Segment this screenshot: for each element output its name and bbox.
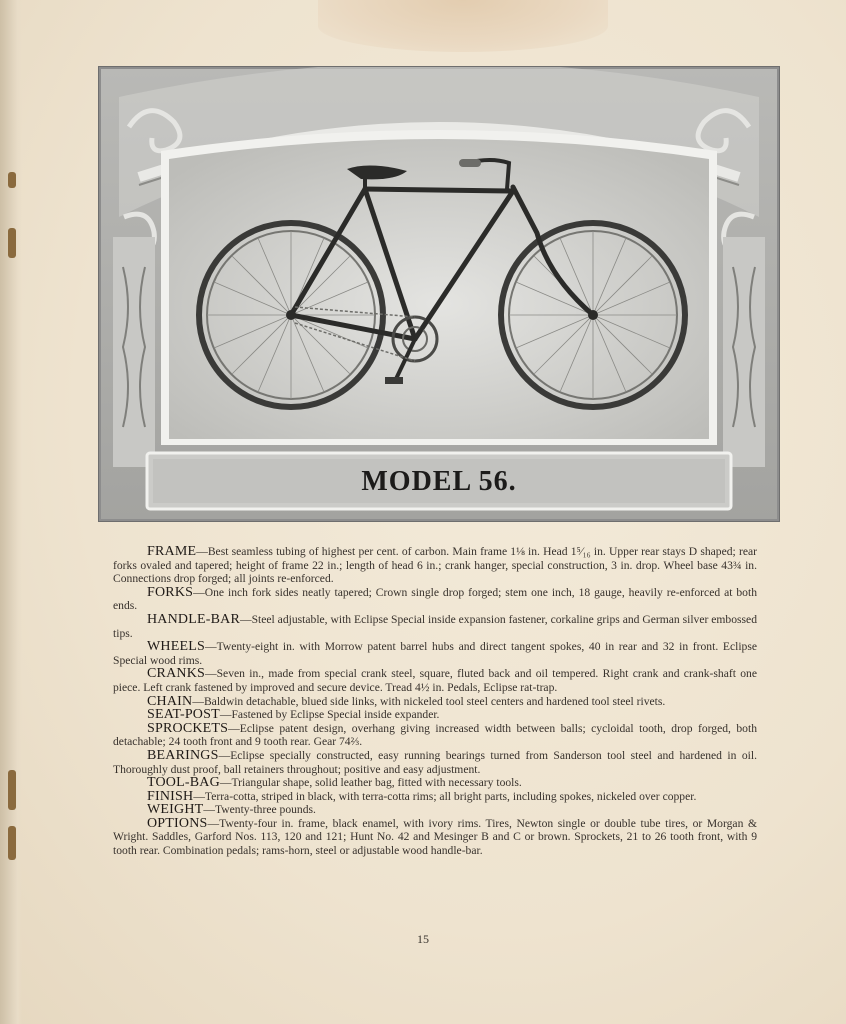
spec-finish — [113, 790, 757, 804]
spec-term: CHAIN — [147, 693, 193, 709]
spec-cranks — [113, 667, 757, 694]
spec-bearings — [113, 749, 757, 776]
spec-text: —Eclipse patent design, overhang giving increased width between balls; cycloidal tooth, drop forged, both detachable; 24 tooth front and 9 tooth rear. Gear 74⅔. — [113, 721, 757, 749]
spec-chain — [113, 695, 757, 709]
illustration-plate — [98, 66, 780, 522]
spec-term: BEARINGS — [147, 747, 219, 763]
spec-frame — [113, 545, 757, 586]
page-gutter — [0, 0, 22, 1024]
spec-term: WHEELS — [147, 639, 205, 655]
spec-handle-bar — [113, 613, 757, 640]
spec-term: TOOL-BAG — [147, 775, 220, 791]
spec-forks — [113, 586, 757, 613]
spec-wheels — [113, 640, 757, 667]
page-number: 15 — [417, 932, 429, 946]
spec-seat-post — [113, 708, 757, 722]
spec-term: HANDLE-BAR — [147, 611, 240, 627]
spec-text: —Fastened by Eclipse Special inside expander. — [219, 708, 440, 722]
binding-mark — [8, 770, 16, 810]
spec-term: FORKS — [147, 584, 194, 600]
spec-term: SPROCKETS — [147, 720, 229, 736]
spec-text: —Baldwin detachable, blued side links, with nickeled tool steel centers and hardened tool steel rivets. — [192, 694, 666, 708]
spec-sprockets — [113, 722, 757, 749]
spec-term: CRANKS — [147, 666, 205, 682]
spec-term: OPTIONS — [147, 815, 208, 831]
spec-text: —Seven in., made from special crank steel, square, fluted back and oil tempered. Right crank and crank-shaft one piece. Left crank fastened by improved and secure device. Tread 4½ in. Pedals, Eclipse rat-trap. — [113, 667, 757, 694]
spec-text: —Eclipse specially constructed, easy running bearings turned from Sanderson tool steel and hardened in oil. Thoroughly dust proof, ball retainers throughout; positive and easy adjustment. — [113, 748, 757, 776]
water-stain — [318, 0, 608, 52]
spec-text: —Triangular shape, solid leather bag, fitted with necessary tools. — [219, 776, 522, 790]
spec-term: WEIGHT — [147, 802, 204, 818]
spec-tool-bag — [113, 776, 757, 790]
spec-text: —Twenty-four in. frame, black enamel, with ivory rims. Tires, Newton single or double tube tires, or Morgan & Wright. Saddles, Garford Nos. 113, 120 and 121; Hunt No. 42 and Mesinger B and C or brown. Sprockets, 21 to 26 tooth front, with 9 tooth rear. Combination pedals; rams-horn, steel or adjustable wood handle-bar. — [113, 816, 757, 858]
spec-term: FRAME — [147, 544, 197, 559]
spec-weight — [113, 803, 757, 817]
spec-term: SEAT-POST — [147, 707, 220, 723]
spec-text: —Best seamless tubing of highest per cent. of carbon. Main frame 1⅛ in. Head 1⁵⁄₁₆ in. Upper rear stays D shaped; rear forks ovaled and tapered; height of frame 22 in.; length of head 6 in.; crank hanger, special construction, 3 in. drop. Wheel base 43¾ in. Connections drop forged; all joints re-enforced. — [113, 545, 757, 586]
spec-text: —Terra-cotta, striped in black, with terra-cotta rims; all bright parts, including spokes, nickeled over copper. — [193, 789, 697, 803]
binding-mark — [8, 826, 16, 860]
binding-mark — [8, 172, 16, 188]
spec-term: FINISH — [147, 788, 194, 804]
spec-text: —Twenty-three pounds. — [203, 803, 316, 817]
spec-options — [113, 817, 757, 858]
spec-list — [113, 545, 757, 858]
ornamental-frame-icon — [99, 67, 779, 521]
model-title: MODEL 56. — [361, 466, 517, 497]
spec-text: —Twenty-eight in. with Morrow patent barrel hubs and direct tangent spokes, 40 in rear and 32 in front. Eclipse Special wood rims. — [113, 640, 757, 667]
spec-text: —Steel adjustable, with Eclipse Special inside expansion fastener, corkaline grips and German silver embossed tips. — [113, 612, 757, 640]
spec-text: —One inch fork sides neatly tapered; Crown single drop forged; stem one inch, 18 gauge, heavily re-enforced at both ends. — [113, 585, 757, 613]
binding-mark — [8, 228, 16, 258]
